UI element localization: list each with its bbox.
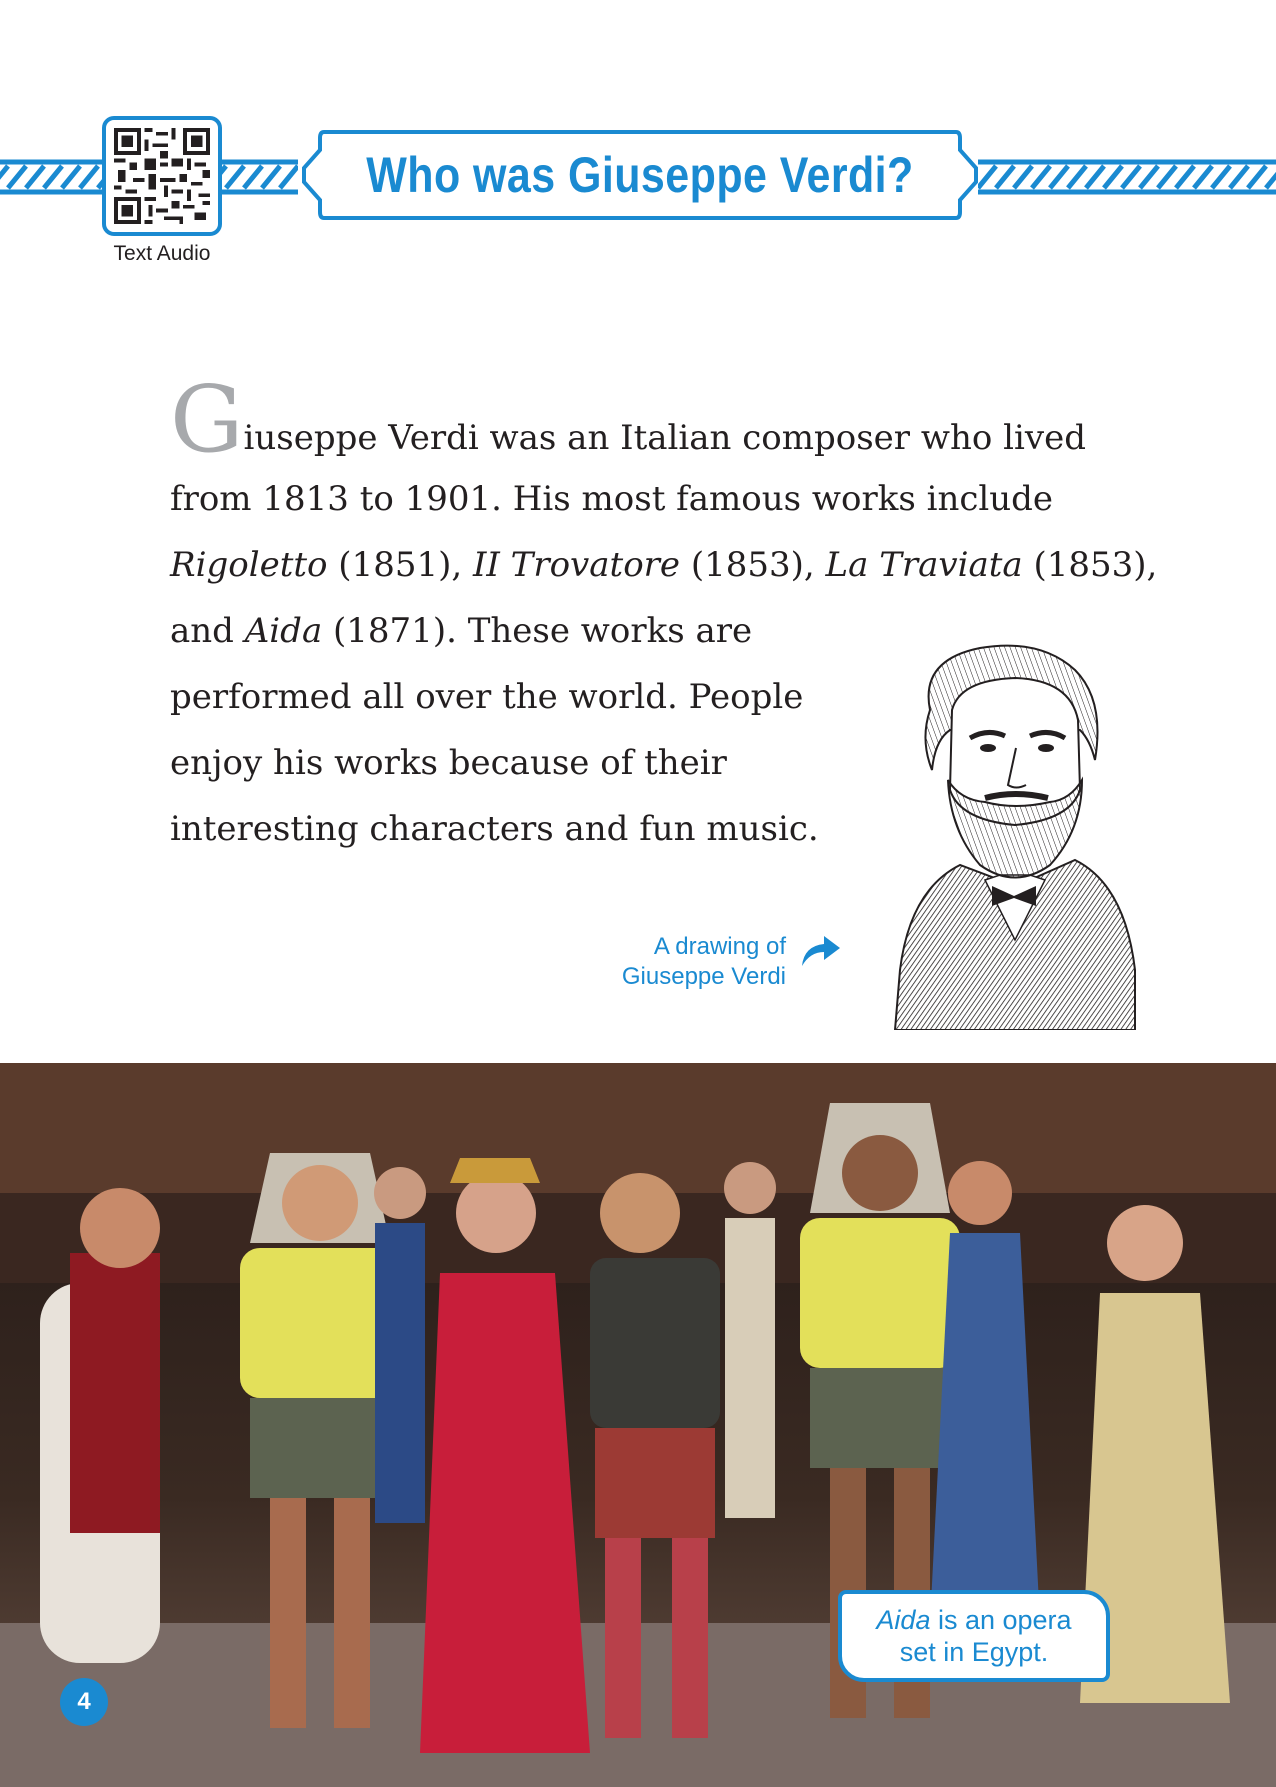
curved-arrow-icon [798, 934, 842, 968]
opera-title: Aida [876, 1605, 931, 1635]
text-line-2: from 1813 to 1901. His most famous works include [170, 479, 1054, 519]
text-line-6: enjoy his works because of their [170, 743, 727, 783]
qr-code-icon [114, 128, 210, 224]
work-title: La Traviata [825, 545, 1023, 585]
page-title: Who was Giuseppe Verdi? [366, 147, 914, 203]
portrait-caption: A drawing of Giuseppe Verdi [621, 933, 786, 990]
title-banner [300, 128, 980, 222]
text-line-1: Giuseppe Verdi was an Italian composer who lived [170, 366, 1086, 473]
aida-caption: Aida is an opera set in Egypt. [838, 1590, 1110, 1682]
decorative-zigzag-left [0, 158, 110, 196]
verdi-portrait-drawing [890, 640, 1140, 1030]
text-line-5: performed all over the world. People [170, 677, 804, 717]
work-title: II Trovatore [472, 545, 681, 585]
decorative-zigzag-right [978, 158, 1276, 196]
drop-cap: G [170, 366, 244, 473]
qr-label: Text Audio [113, 242, 211, 265]
text-line-7: interesting characters and fun music. [170, 809, 819, 849]
decorative-zigzag-middle [218, 158, 298, 196]
text-line-3: Rigoletto (1851), II Trovatore (1853), La Traviata (1853), [170, 545, 1158, 585]
work-title: Aida [244, 611, 323, 651]
page-number: 4 [60, 1678, 108, 1726]
qr-code[interactable] [102, 116, 222, 236]
work-title: Rigoletto [170, 545, 328, 585]
text-line-4: and Aida (1871). These works are [170, 611, 753, 651]
